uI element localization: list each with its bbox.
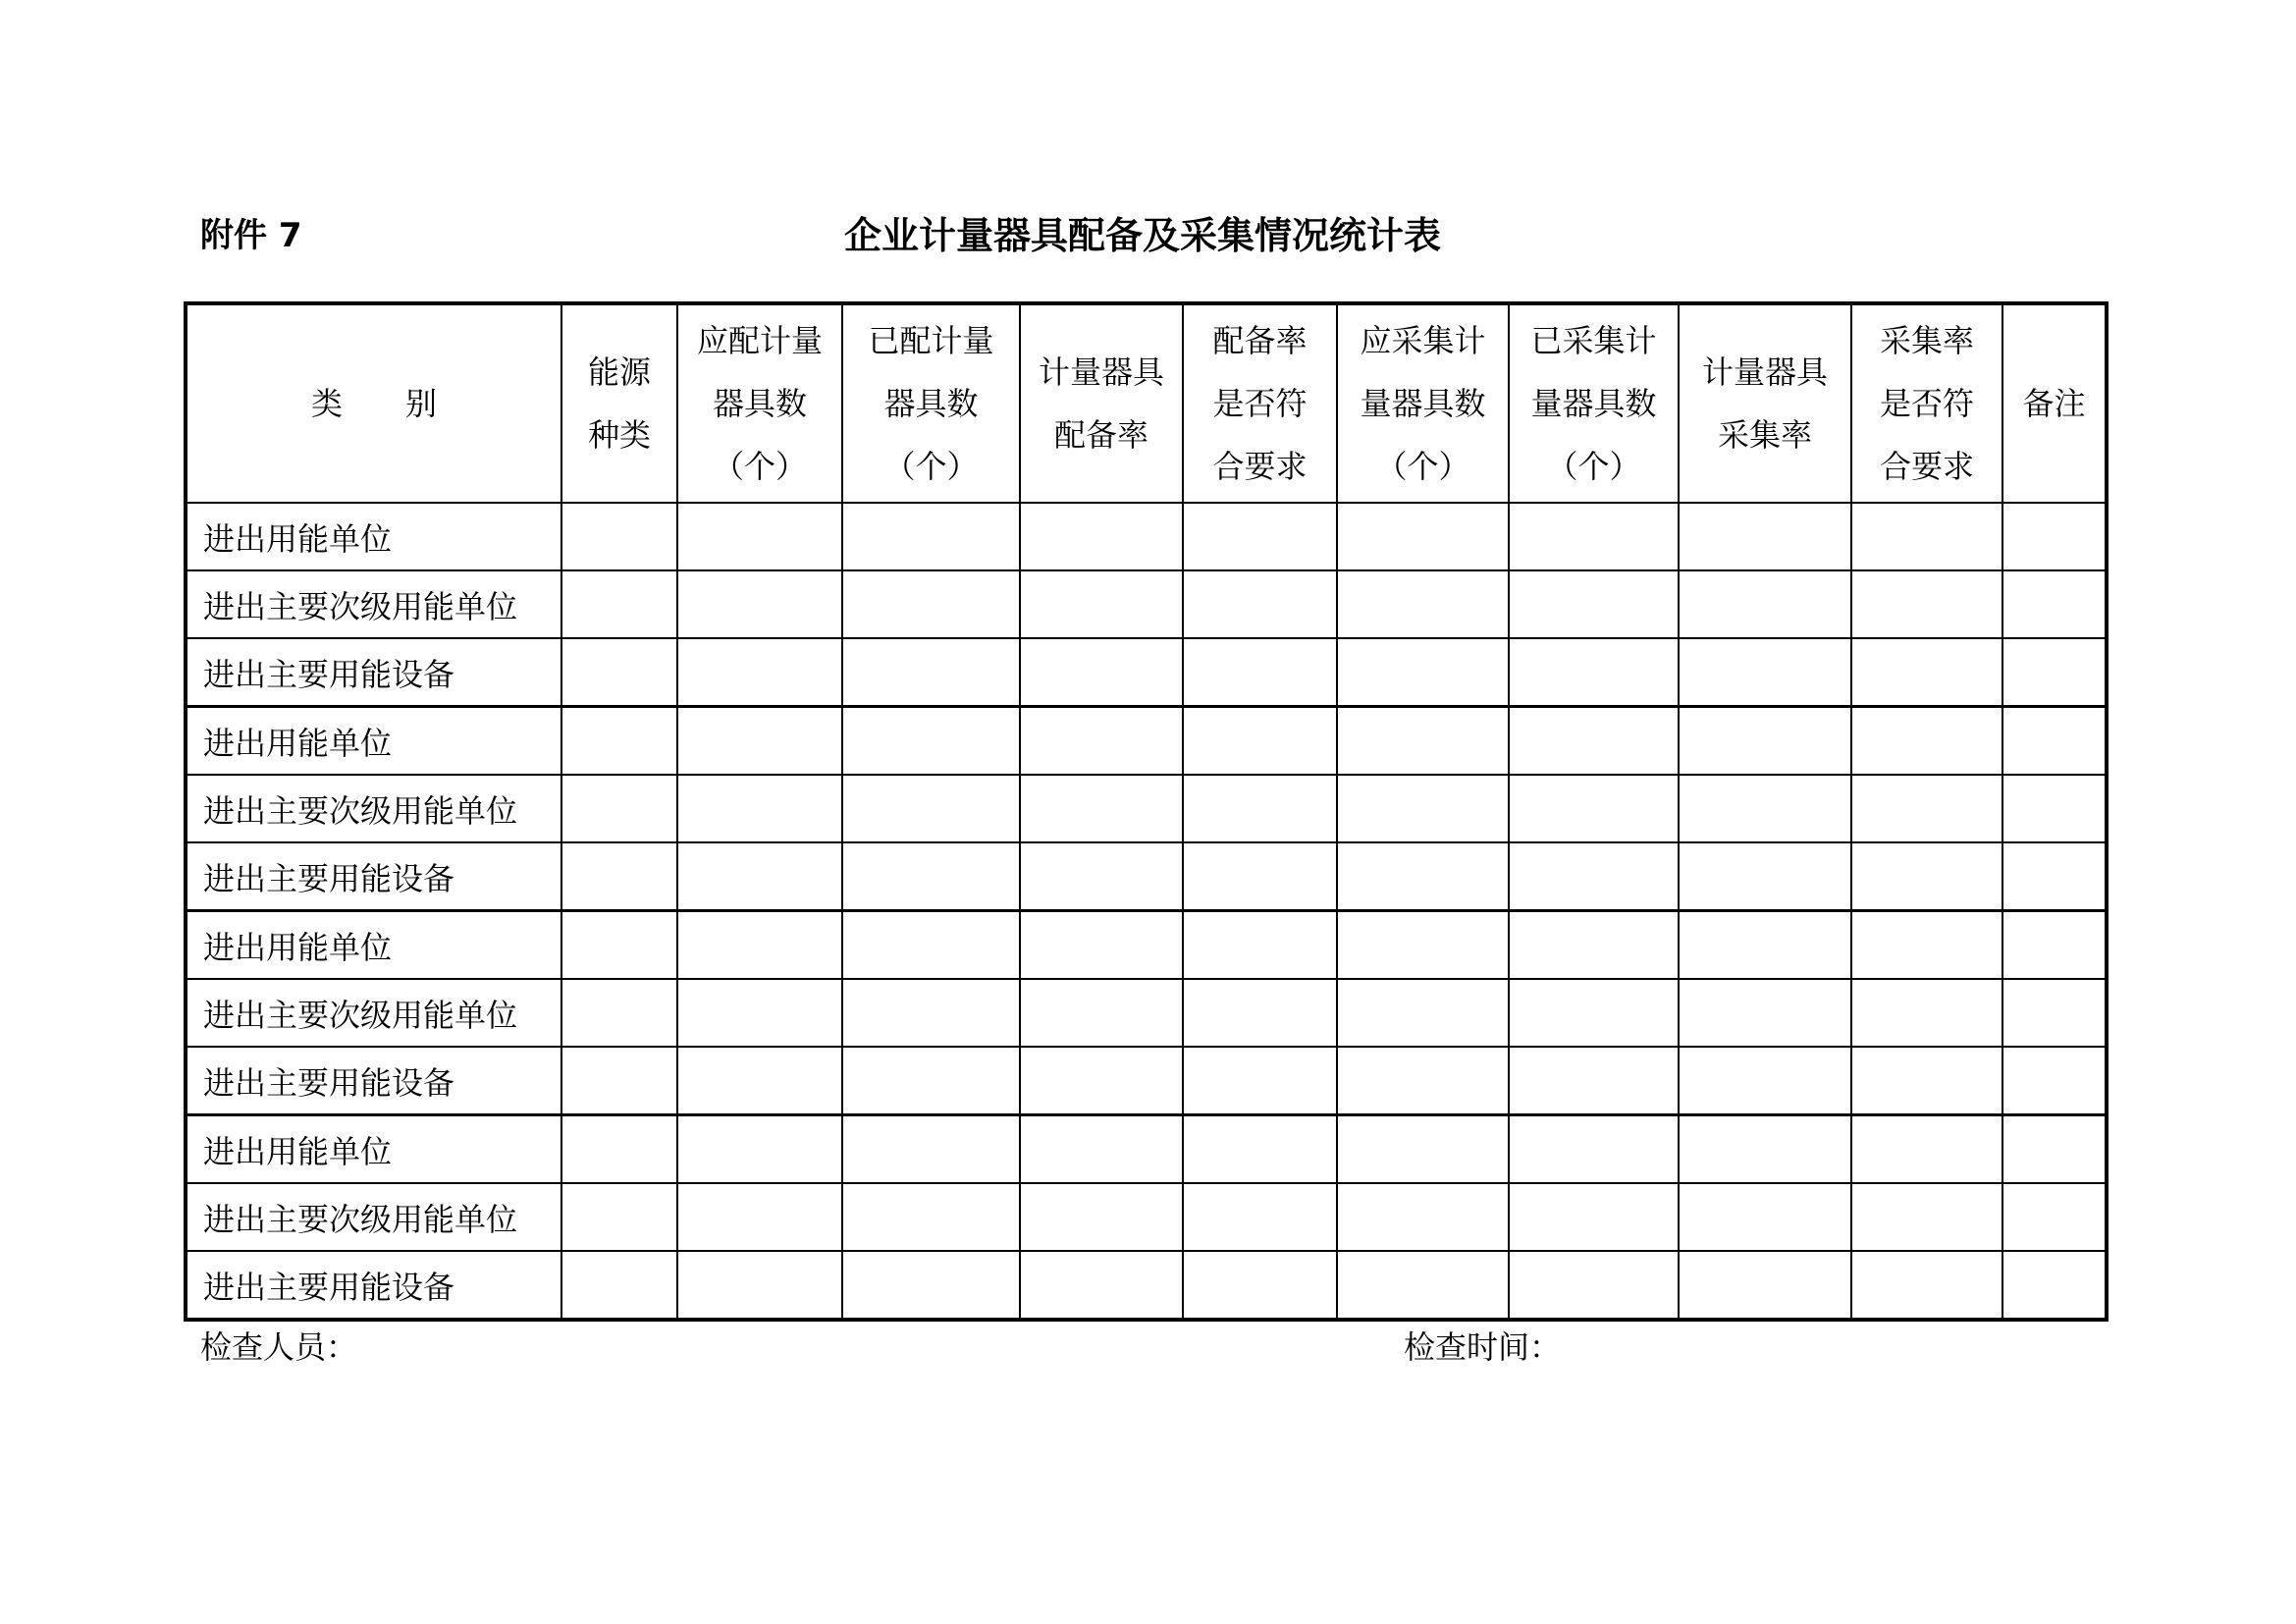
- empty-cell[interactable]: [561, 775, 677, 842]
- empty-cell[interactable]: [1509, 1251, 1679, 1320]
- column-header-line: 配备率: [1212, 322, 1308, 359]
- empty-cell[interactable]: [2002, 570, 2107, 638]
- empty-cell[interactable]: [677, 842, 842, 911]
- empty-cell[interactable]: [1509, 570, 1679, 638]
- column-header-line: 种类: [587, 416, 651, 454]
- empty-cell[interactable]: [1679, 911, 1851, 980]
- empty-cell[interactable]: [1851, 775, 2002, 842]
- empty-cell[interactable]: [2002, 842, 2107, 911]
- column-header-line: 配备率: [1053, 416, 1148, 454]
- empty-cell[interactable]: [842, 1047, 1020, 1115]
- empty-cell[interactable]: [1183, 1183, 1337, 1251]
- empty-cell[interactable]: [2002, 1047, 2107, 1115]
- empty-cell[interactable]: [2002, 979, 2107, 1047]
- empty-cell[interactable]: [561, 1251, 677, 1320]
- empty-cell[interactable]: [842, 842, 1020, 911]
- empty-cell[interactable]: [1183, 638, 1337, 707]
- row-category-label: 进出用能单位: [186, 503, 561, 570]
- empty-cell[interactable]: [1337, 842, 1509, 911]
- empty-cell[interactable]: [1183, 503, 1337, 570]
- empty-cell[interactable]: [677, 775, 842, 842]
- empty-cell[interactable]: [1679, 775, 1851, 842]
- row-category-label: 进出主要次级用能单位: [186, 1183, 561, 1251]
- empty-cell[interactable]: [1509, 1183, 1679, 1251]
- empty-cell[interactable]: [561, 1115, 677, 1184]
- empty-cell[interactable]: [1851, 707, 2002, 776]
- column-header-line: 计量器具: [1038, 353, 1164, 391]
- column-header-line: 器具数: [883, 385, 979, 422]
- column-header-line: 是否符: [1879, 385, 1974, 422]
- column-header-line: （个）: [883, 448, 979, 485]
- empty-cell[interactable]: [1020, 707, 1183, 776]
- table-row: [186, 503, 2107, 570]
- column-header-line: 备注: [2022, 385, 2086, 422]
- empty-cell[interactable]: [1679, 570, 1851, 638]
- empty-cell[interactable]: [561, 638, 677, 707]
- empty-cell[interactable]: [677, 1251, 842, 1320]
- table-row: [186, 1183, 2107, 1251]
- empty-cell[interactable]: [1679, 503, 1851, 570]
- column-header-line: 已配计量: [868, 322, 994, 359]
- column-header-line: 类 别: [310, 385, 437, 422]
- empty-cell[interactable]: [561, 842, 677, 911]
- empty-cell[interactable]: [1679, 842, 1851, 911]
- empty-cell[interactable]: [677, 638, 842, 707]
- column-header: [842, 303, 1020, 503]
- column-header-line: 应采集计: [1360, 322, 1486, 359]
- column-header: [1020, 303, 1183, 503]
- row-category-label: 进出用能单位: [186, 707, 561, 776]
- empty-cell[interactable]: [1509, 911, 1679, 980]
- empty-cell[interactable]: [1337, 1115, 1509, 1184]
- column-header-line: 合要求: [1879, 448, 1974, 485]
- empty-cell[interactable]: [1851, 911, 2002, 980]
- empty-cell[interactable]: [842, 979, 1020, 1047]
- empty-cell[interactable]: [1679, 1047, 1851, 1115]
- empty-cell[interactable]: [1337, 1047, 1509, 1115]
- empty-cell[interactable]: [2002, 1183, 2107, 1251]
- empty-cell[interactable]: [1183, 570, 1337, 638]
- column-header-line: 量器具数: [1530, 385, 1657, 422]
- table-row: [186, 1251, 2107, 1320]
- empty-cell[interactable]: [1020, 911, 1183, 980]
- column-header: [1679, 303, 1851, 503]
- empty-cell[interactable]: [842, 503, 1020, 570]
- empty-cell[interactable]: [1020, 1183, 1183, 1251]
- column-header-line: （个）: [1375, 448, 1470, 485]
- empty-cell[interactable]: [1679, 707, 1851, 776]
- empty-cell[interactable]: [677, 503, 842, 570]
- column-header-line: 应配计量: [696, 322, 823, 359]
- empty-cell[interactable]: [1183, 1047, 1337, 1115]
- empty-cell[interactable]: [1679, 638, 1851, 707]
- empty-cell[interactable]: [1679, 979, 1851, 1047]
- table-row: [186, 707, 2107, 776]
- empty-cell[interactable]: [2002, 707, 2107, 776]
- empty-cell[interactable]: [677, 1047, 842, 1115]
- empty-cell[interactable]: [1020, 979, 1183, 1047]
- empty-cell[interactable]: [677, 979, 842, 1047]
- empty-cell[interactable]: [561, 979, 677, 1047]
- empty-cell[interactable]: [842, 1115, 1020, 1184]
- column-header: [677, 303, 842, 503]
- empty-cell[interactable]: [1337, 503, 1509, 570]
- column-header-line: 量器具数: [1360, 385, 1486, 422]
- empty-cell[interactable]: [677, 570, 842, 638]
- table-row: [186, 1115, 2107, 1184]
- column-header-line: 合要求: [1212, 448, 1308, 485]
- row-category-label: 进出主要用能设备: [186, 638, 561, 707]
- column-header-line: （个）: [1546, 448, 1641, 485]
- empty-cell[interactable]: [2002, 503, 2107, 570]
- empty-cell[interactable]: [1337, 570, 1509, 638]
- table-row: [186, 842, 2107, 911]
- empty-cell[interactable]: [1020, 638, 1183, 707]
- empty-cell[interactable]: [561, 1047, 677, 1115]
- empty-cell[interactable]: [1851, 1115, 2002, 1184]
- empty-cell[interactable]: [1509, 1115, 1679, 1184]
- empty-cell[interactable]: [1509, 842, 1679, 911]
- empty-cell[interactable]: [1183, 775, 1337, 842]
- empty-cell[interactable]: [1020, 1115, 1183, 1184]
- empty-cell[interactable]: [1020, 1251, 1183, 1320]
- inspect-time-label: 检查时间：: [1404, 1328, 1562, 1366]
- empty-cell[interactable]: [2002, 911, 2107, 980]
- row-category-label: 进出用能单位: [186, 1115, 561, 1184]
- empty-cell[interactable]: [1851, 570, 2002, 638]
- empty-cell[interactable]: [1509, 638, 1679, 707]
- empty-cell[interactable]: [1183, 911, 1337, 980]
- column-header: [1851, 303, 2002, 503]
- empty-cell[interactable]: [2002, 638, 2107, 707]
- empty-cell[interactable]: [1679, 1251, 1851, 1320]
- empty-cell[interactable]: [842, 1183, 1020, 1251]
- empty-cell[interactable]: [1851, 979, 2002, 1047]
- empty-cell[interactable]: [1337, 911, 1509, 980]
- empty-cell[interactable]: [1337, 1183, 1509, 1251]
- empty-cell[interactable]: [1851, 638, 2002, 707]
- table-row: [186, 570, 2107, 638]
- empty-cell[interactable]: [677, 707, 842, 776]
- empty-cell[interactable]: [677, 1115, 842, 1184]
- empty-cell[interactable]: [677, 911, 842, 980]
- empty-cell[interactable]: [561, 1183, 677, 1251]
- column-header-line: 能源: [587, 353, 651, 391]
- empty-cell[interactable]: [1679, 1115, 1851, 1184]
- empty-cell[interactable]: [1509, 707, 1679, 776]
- empty-cell[interactable]: [1679, 1183, 1851, 1251]
- empty-cell[interactable]: [1020, 775, 1183, 842]
- empty-cell[interactable]: [1851, 842, 2002, 911]
- statistics-table: [184, 301, 2109, 1322]
- column-header-line: 已采集计: [1530, 322, 1657, 359]
- column-header: [2002, 303, 2107, 503]
- empty-cell[interactable]: [1509, 979, 1679, 1047]
- empty-cell[interactable]: [1509, 503, 1679, 570]
- empty-cell[interactable]: [1020, 570, 1183, 638]
- empty-cell[interactable]: [1183, 707, 1337, 776]
- empty-cell[interactable]: [561, 911, 677, 980]
- table-header-row: [186, 303, 2107, 503]
- empty-cell[interactable]: [561, 503, 677, 570]
- table-body: [186, 503, 2107, 1320]
- empty-cell[interactable]: [1020, 1047, 1183, 1115]
- row-category-label: 进出用能单位: [186, 911, 561, 980]
- empty-cell[interactable]: [842, 775, 1020, 842]
- empty-cell[interactable]: [1509, 1047, 1679, 1115]
- empty-cell[interactable]: [2002, 775, 2107, 842]
- column-header-line: 采集率: [1879, 322, 1974, 359]
- column-header: [561, 303, 677, 503]
- empty-cell[interactable]: [1509, 775, 1679, 842]
- column-header: [1337, 303, 1509, 503]
- empty-cell[interactable]: [2002, 1251, 2107, 1320]
- page-header: [200, 206, 2116, 265]
- column-header-line: 计量器具: [1701, 353, 1828, 391]
- table-row: [186, 638, 2107, 707]
- row-category-label: 进出主要用能设备: [186, 1251, 561, 1320]
- row-category-label: 进出主要次级用能单位: [186, 775, 561, 842]
- empty-cell[interactable]: [1183, 979, 1337, 1047]
- page-title: 企业计量器具配备及采集情况统计表: [844, 214, 1442, 257]
- empty-cell[interactable]: [1337, 979, 1509, 1047]
- column-header-line: 采集率: [1717, 416, 1812, 454]
- row-category-label: 进出主要用能设备: [186, 842, 561, 911]
- empty-cell[interactable]: [842, 570, 1020, 638]
- empty-cell[interactable]: [1337, 775, 1509, 842]
- empty-cell[interactable]: [1851, 1251, 2002, 1320]
- empty-cell[interactable]: [1851, 1183, 2002, 1251]
- column-header: [186, 303, 561, 503]
- attachment-label: 附件 7: [200, 216, 302, 255]
- column-header-line: （个）: [712, 448, 807, 485]
- column-header-line: 器具数: [712, 385, 807, 422]
- empty-cell[interactable]: [561, 707, 677, 776]
- empty-cell[interactable]: [1851, 1047, 2002, 1115]
- empty-cell[interactable]: [842, 638, 1020, 707]
- column-header-line: 是否符: [1212, 385, 1308, 422]
- empty-cell[interactable]: [1337, 707, 1509, 776]
- column-header: [1183, 303, 1337, 503]
- empty-cell[interactable]: [842, 1251, 1020, 1320]
- table-row: [186, 911, 2107, 980]
- table-row: [186, 1047, 2107, 1115]
- column-header: [1509, 303, 1679, 503]
- empty-cell[interactable]: [1337, 1251, 1509, 1320]
- empty-cell[interactable]: [1020, 842, 1183, 911]
- empty-cell[interactable]: [1183, 1251, 1337, 1320]
- empty-cell[interactable]: [842, 911, 1020, 980]
- empty-cell[interactable]: [842, 707, 1020, 776]
- empty-cell[interactable]: [1183, 842, 1337, 911]
- table-row: [186, 775, 2107, 842]
- empty-cell[interactable]: [1337, 638, 1509, 707]
- table-row: [186, 979, 2107, 1047]
- empty-cell[interactable]: [561, 570, 677, 638]
- row-category-label: 进出主要次级用能单位: [186, 570, 561, 638]
- empty-cell[interactable]: [2002, 1115, 2107, 1184]
- empty-cell[interactable]: [677, 1183, 842, 1251]
- empty-cell[interactable]: [1183, 1115, 1337, 1184]
- row-category-label: 进出主要用能设备: [186, 1047, 561, 1115]
- empty-cell[interactable]: [1020, 503, 1183, 570]
- inspector-label: 检查人员：: [200, 1328, 358, 1366]
- empty-cell[interactable]: [1851, 503, 2002, 570]
- row-category-label: 进出主要次级用能单位: [186, 979, 561, 1047]
